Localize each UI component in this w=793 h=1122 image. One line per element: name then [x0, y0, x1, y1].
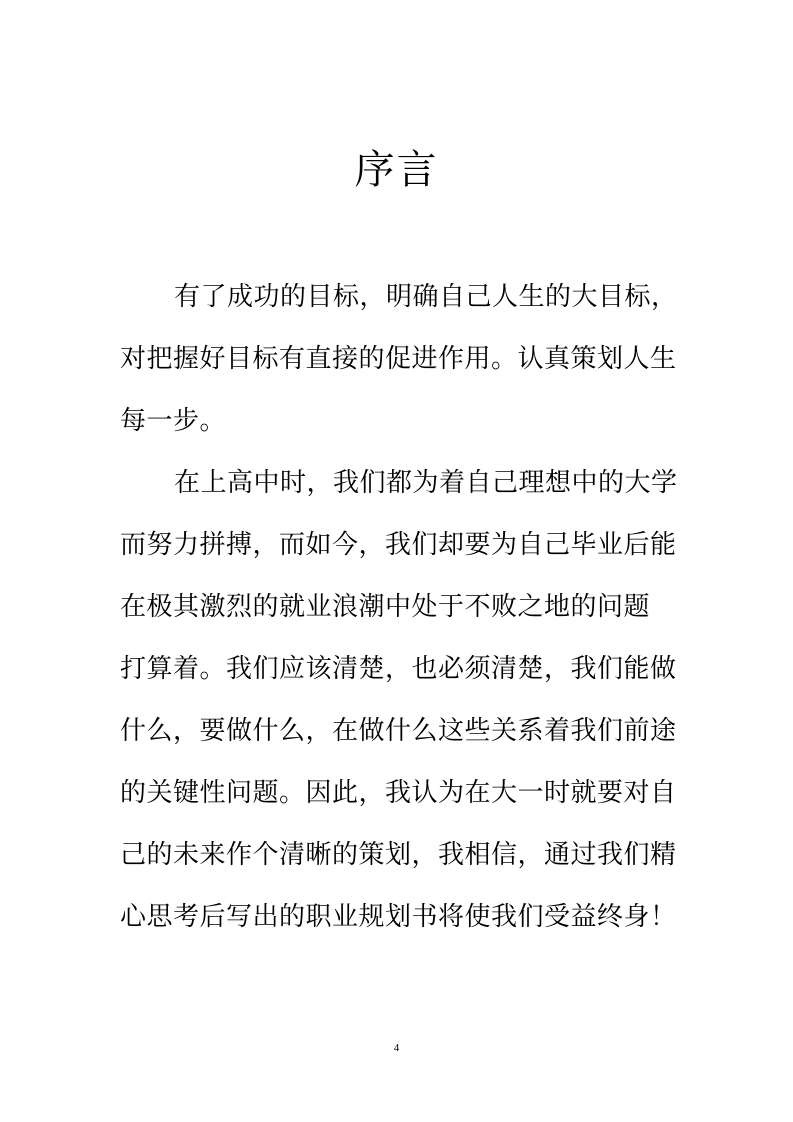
page-title: 序言: [354, 147, 439, 193]
paragraph-line: 的关键性问题。因此，我认为在大一时就要对自: [120, 778, 677, 808]
paragraph-line: 打算着。我们应该清楚，也必须清楚，我们能做: [120, 654, 677, 684]
paragraph-line: 在极其激烈的就业浪潮中处于不败之地的问题: [120, 592, 651, 622]
paragraph-line: 有了成功的目标，明确自己人生的大目标，: [174, 282, 678, 312]
paragraph-line: 己的未来作个清晰的策划，我相信，通过我们精: [120, 840, 677, 870]
body-text: [120, 266, 678, 948]
page-number: 4: [393, 1042, 400, 1054]
paragraph-line: 对把握好目标有直接的促进作用。认真策划人生: [120, 344, 677, 374]
paragraph-line: 心思考后写出的职业规划书将使我们受益终身！: [120, 902, 677, 932]
paragraph-line: 什么，要做什么，在做什么这些关系着我们前途: [120, 716, 677, 746]
paragraph-line: 每一步。: [120, 406, 227, 436]
paragraph-line: 而努力拼搏，而如今，我们却要为自己毕业后能: [120, 530, 677, 560]
paragraph-line: 在上高中时，我们都为着自己理想中的大学: [174, 468, 678, 498]
